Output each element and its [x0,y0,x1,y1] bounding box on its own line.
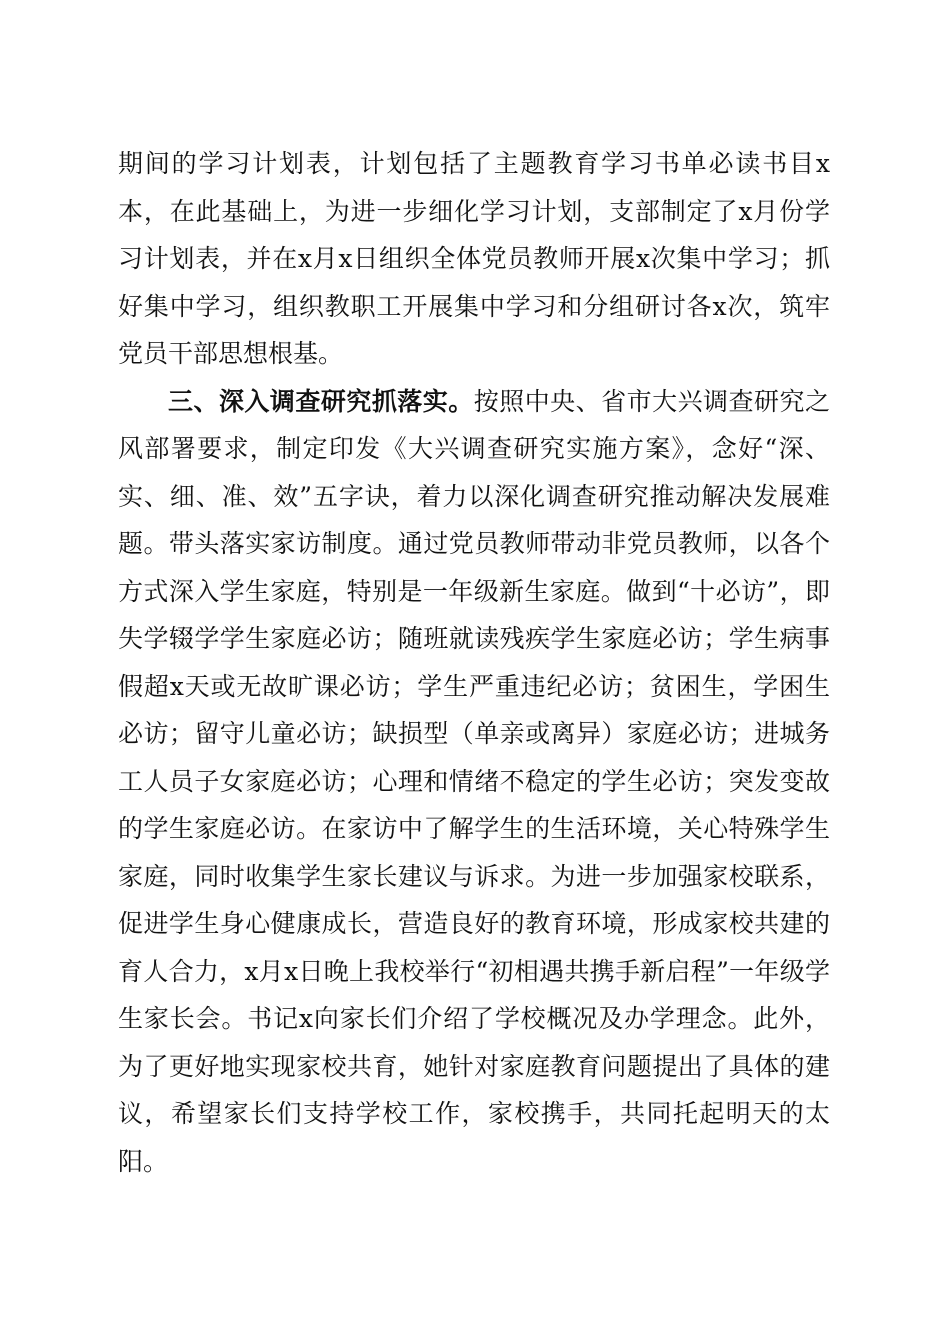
paragraph-text: 按照中央、省市大兴调查研究之风部署要求，制定印发《大兴调查研究实施方案》，念好“深、实、细、准、效”五字诀，着力以深化调查研究推动解决发展难题。带头落实家访制度。通过党员教师带动非党员教师，以各个方式深入学生家庭，特别是一年级新生家庭。做到“十必访”，即失学辍学学生家庭必访；随班就读残疾学生家庭必访；学生病事假超x天或无故旷课必访；学生严重违纪必访；贫困生，学困生必访；留守儿童必访；缺损型（单亲或离异）家庭必访；进城务工人员子女家庭必访；心理和情绪不稳定的学生必访；突发变故的学生家庭必访。在家访中了解学生的生活环境，关心特殊学生家庭，同时收集学生家长建议与诉求。为进一步加强家校联系，促进学生身心健康成长，营造良好的教育环境，形成家校共建的育人合力，x月x日晚上我校举行“初相遇共携手新启程”一年级学生家长会。书记x向家长们介绍了学校概况及办学理念。此外，为了更好地实现家校共育，她针对家庭教育问题提出了具体的建议，希望家长们支持学校工作，家校携手，共同托起明天的太阳。 [118,386,830,1176]
paragraph-section-three [118,378,830,1186]
paragraph-text: 期间的学习计划表，计划包括了主题教育学习书单必读书目x本，在此基础上，为进一步细化学习计划，支部制定了x月份学习计划表，并在x月x日组织全体党员教师开展x次集中学习；抓好集中学习，组织教职工开展集中学习和分组研讨各x次，筑牢党员干部思想根基。 [118,149,830,368]
section-heading: 三、深入调查研究抓落实。 [168,386,474,416]
paragraph-continued [118,140,830,378]
document-body [118,140,830,1185]
